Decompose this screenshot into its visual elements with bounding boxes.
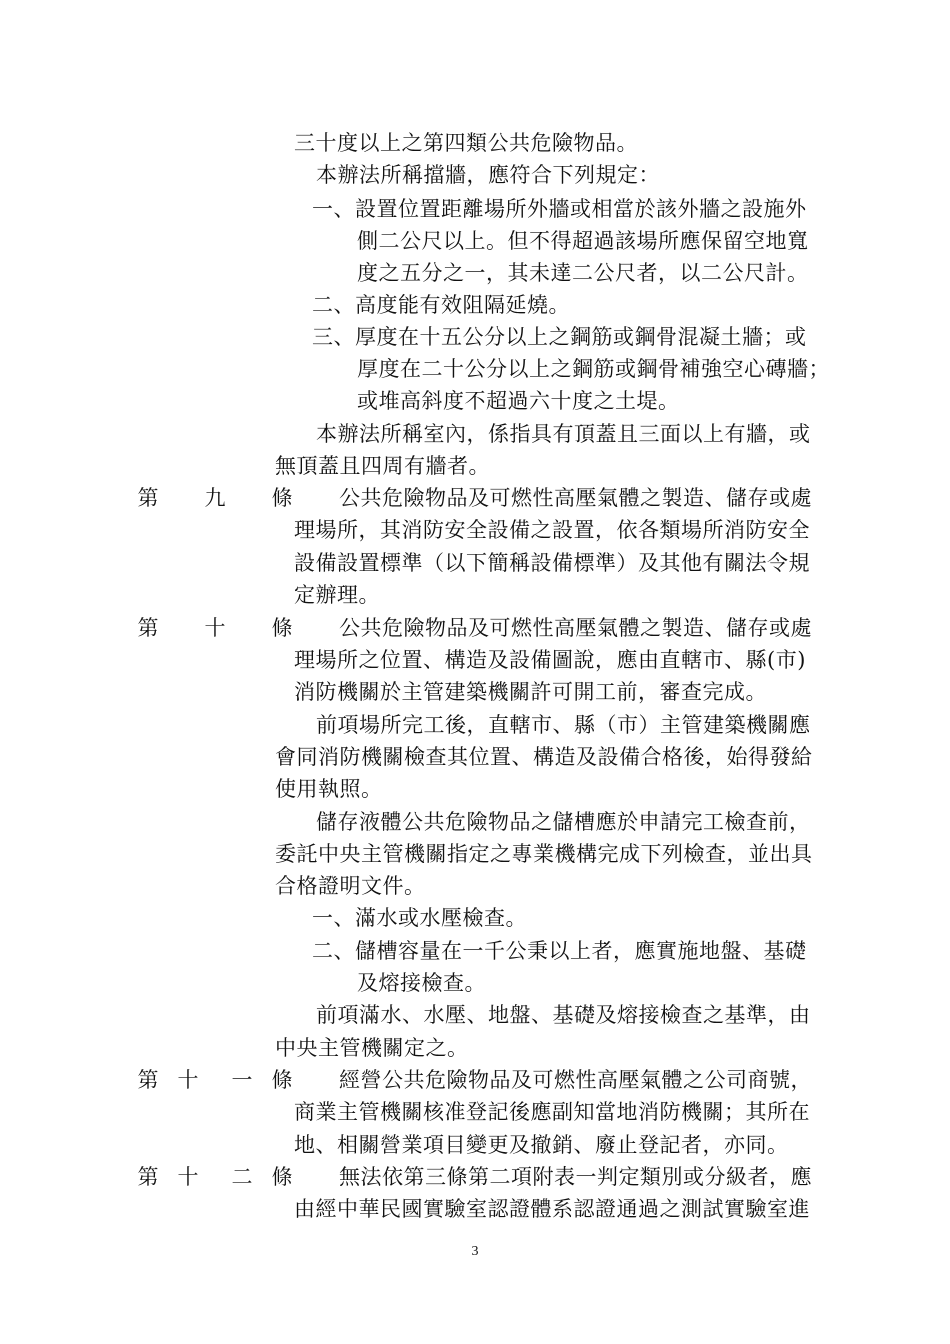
article-heading-12 (135, 1163, 295, 1191)
article-text: 地、相關營業項目變更及撤銷、廢止登記者，亦同。 (294, 1133, 789, 1157)
page-number: 3 (471, 1244, 479, 1259)
article-char: 條 (271, 616, 293, 640)
text-line: 無頂蓋且四周有牆者。 (275, 454, 490, 478)
article-char: 九 (204, 486, 226, 510)
article-text: 無法依第三條第二項附表一判定類別或分級者，應 (339, 1165, 812, 1189)
text-line: 前項場所完工後，直轄市、縣（市）主管建築機關應 (316, 713, 811, 737)
text-line: 前項滿水、水壓、地盤、基礎及熔接檢查之基準，由 (316, 1003, 811, 1027)
article-char: 一 (231, 1068, 253, 1092)
list-item: 二、高度能有效阻隔延燒。 (312, 293, 570, 317)
article-char: 第 (137, 1068, 159, 1092)
list-item-continuation: 側二公尺以上。但不得超過該場所應保留空地寬 (357, 229, 809, 253)
article-heading-9 (135, 484, 295, 512)
list-item-continuation: 厚度在二十公分以上之鋼筋或鋼骨補強空心磚牆； (357, 357, 830, 381)
article-text: 消防機關於主管建築機關許可開工前，審查完成。 (294, 680, 767, 704)
list-item: 一、設置位置距離場所外牆或相當於該外牆之設施外 (312, 197, 807, 221)
article-text: 公共危險物品及可燃性高壓氣體之製造、儲存或處 (339, 616, 812, 640)
article-text: 公共危險物品及可燃性高壓氣體之製造、儲存或處 (339, 486, 812, 510)
text-line: 中央主管機關定之。 (275, 1036, 469, 1060)
article-text: 經營公共危險物品及可燃性高壓氣體之公司商號， (339, 1068, 812, 1092)
text-line: 三十度以上之第四類公共危險物品。 (294, 131, 638, 155)
text-line: 委託中央主管機關指定之專業機構完成下列檢查，並出具 (275, 842, 813, 866)
text-line: 本辦法所稱室內，係指具有頂蓋且三面以上有牆，或 (316, 422, 811, 446)
article-text: 由經中華民國實驗室認證體系認證通過之測試實驗室進 (294, 1197, 810, 1221)
article-text: 定辦理。 (294, 583, 380, 607)
list-item: 二、儲槽容量在一千公秉以上者，應實施地盤、基礎 (312, 939, 807, 963)
list-item: 三、厚度在十五公分以上之鋼筋或鋼骨混凝土牆；或 (312, 325, 807, 349)
article-heading-10 (135, 614, 295, 642)
article-char: 十 (204, 616, 226, 640)
list-item-continuation: 度之五分之一，其未達二公尺者，以二公尺計。 (357, 261, 809, 285)
article-char: 第 (137, 1165, 159, 1189)
text-line: 合格證明文件。 (275, 874, 426, 898)
text-line: 使用執照。 (275, 777, 383, 801)
article-char: 條 (271, 1068, 293, 1092)
text-line: 本辦法所稱擋牆，應符合下列規定： (316, 163, 660, 187)
article-text: 設備設置標準（以下簡稱設備標準）及其他有關法令規 (294, 551, 810, 575)
article-char: 第 (137, 616, 159, 640)
article-char: 第 (137, 486, 159, 510)
article-char: 十 (177, 1068, 199, 1092)
article-char: 二 (231, 1165, 253, 1189)
article-char: 十 (177, 1165, 199, 1189)
list-item: 一、滿水或水壓檢查。 (312, 906, 527, 930)
text-line: 會同消防機關檢查其位置、構造及設備合格後，始得發給 (275, 745, 813, 769)
list-item-continuation: 及熔接檢查。 (357, 971, 486, 995)
article-char: 條 (271, 1165, 293, 1189)
article-text: 理場所之位置、構造及設備圖說，應由直轄市、縣(市) (294, 648, 806, 672)
article-heading-11 (135, 1066, 295, 1094)
article-text: 理場所，其消防安全設備之設置，依各類場所消防安全 (294, 518, 810, 542)
list-item-continuation: 或堆高斜度不超過六十度之土堤。 (357, 389, 680, 413)
article-text: 商業主管機關核准登記後應副知當地消防機關；其所在 (294, 1100, 810, 1124)
text-line: 儲存液體公共危險物品之儲槽應於申請完工檢查前， (316, 810, 811, 834)
article-char: 條 (271, 486, 293, 510)
